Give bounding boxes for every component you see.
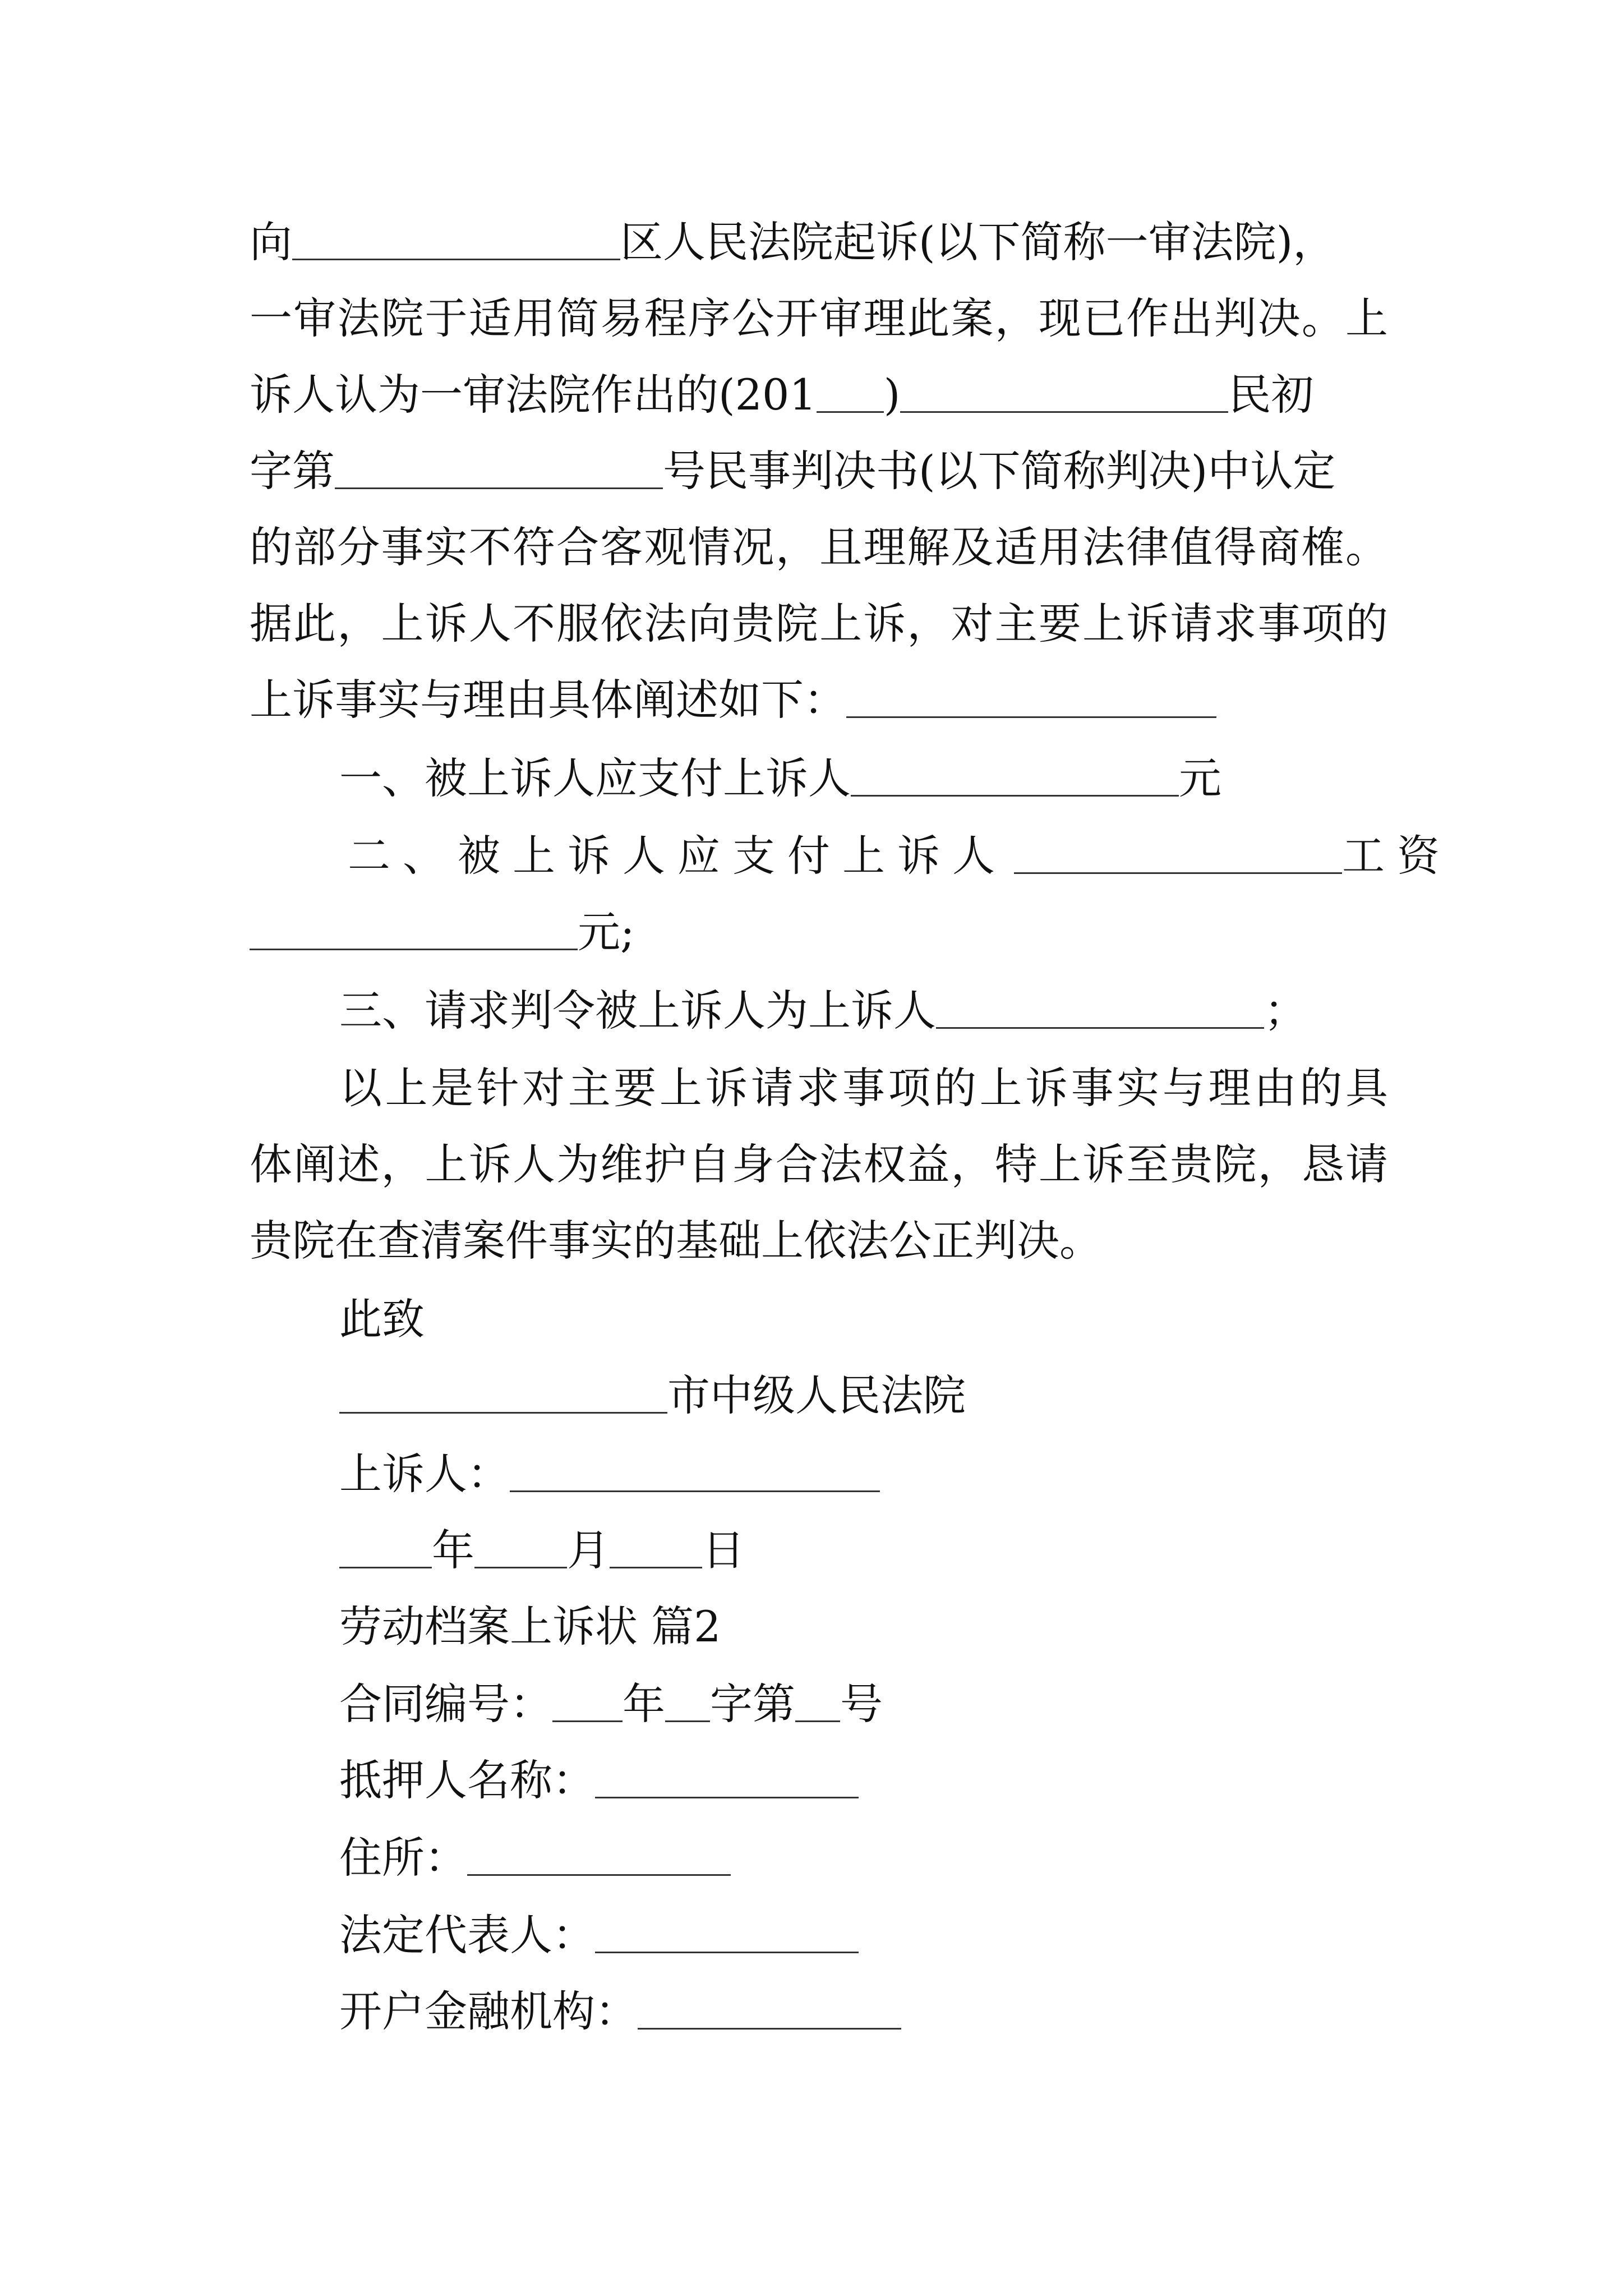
fill-blank[interactable] (1014, 836, 1342, 874)
appellant-signature (339, 1441, 1478, 1508)
text: 的部分事实不符合客观情况，且理解及适用法律值得商榷。 (250, 522, 1388, 572)
text: 字第 (250, 446, 335, 496)
salutation (339, 1286, 1478, 1353)
closing-line-3 (250, 1207, 1388, 1274)
mortgagor-name-line (339, 1747, 1478, 1814)
addressee-court (339, 1362, 1478, 1429)
fill-blank[interactable] (936, 991, 1264, 1029)
text: 上诉事实与理由具体阐述如下： (250, 675, 846, 725)
request-item-3 (339, 977, 1478, 1045)
fill-blank[interactable] (339, 1376, 667, 1414)
text: 向 (250, 217, 292, 267)
fill-blank[interactable] (665, 1685, 710, 1722)
text: 二、被上诉人应支付上诉人 (348, 831, 1007, 881)
paragraph-line-6 (250, 590, 1388, 657)
closing-line-2 (250, 1131, 1388, 1198)
text: 年 (432, 1525, 474, 1575)
text: 贵院在查清案件事实的基础上依法公正判决。 (250, 1216, 1102, 1266)
text: 年 (623, 1679, 665, 1729)
address-line (339, 1824, 1478, 1892)
fill-blank[interactable] (467, 1838, 731, 1876)
request-item-2-continued (250, 899, 1388, 966)
text: 一审法院于适用简易程序公开审理此案，现已作出判决。上 (250, 293, 1388, 343)
text: 三、请求判令被上诉人为上诉人 (339, 986, 936, 1036)
text: 字第 (710, 1679, 795, 1729)
text: ； (1264, 986, 1307, 1036)
request-item-1 (339, 745, 1478, 812)
fill-blank[interactable] (510, 1455, 880, 1492)
fill-blank[interactable] (638, 1992, 901, 2030)
fill-blank[interactable] (610, 1531, 702, 1568)
text: 元; (578, 907, 635, 957)
text: 以上是针对主要上诉请求事项的上诉事实与理由的具 (339, 1063, 1388, 1113)
fill-blank[interactable] (851, 759, 1179, 797)
text: 上诉人： (339, 1449, 510, 1499)
text: 区人民法院起诉(以下简称一审法院)， (620, 217, 1336, 267)
text: 据此，上诉人不服依法向贵院上诉，对主要上诉请求事项的 (250, 599, 1388, 648)
request-item-2 (348, 822, 1452, 890)
text: 元 (1179, 753, 1221, 803)
fill-blank[interactable] (900, 375, 1228, 413)
closing-line-1 (339, 1055, 1388, 1122)
fill-blank[interactable] (552, 1685, 623, 1722)
paragraph-line-2 (250, 285, 1388, 352)
text: 号民事判决书(以下简称判决)中认定 (663, 446, 1336, 496)
fill-blank[interactable] (846, 680, 1216, 718)
fill-blank[interactable] (817, 375, 884, 413)
paragraph-line-3 (250, 361, 1388, 429)
text: 劳动档案上诉状 篇2 (339, 1602, 721, 1651)
text: ) (883, 370, 901, 420)
fill-blank[interactable] (474, 1531, 567, 1568)
bank-line (339, 1978, 1478, 2045)
text: 月 (567, 1525, 610, 1575)
text: 诉人认为一审法院作出的(201 (250, 370, 817, 420)
paragraph-line-7 (250, 666, 1388, 734)
fill-blank[interactable] (250, 913, 578, 950)
fill-blank[interactable] (595, 1761, 859, 1798)
text: 开户金融机构： (339, 1986, 638, 2036)
text: 住所： (339, 1833, 467, 1883)
fill-blank[interactable] (595, 1916, 859, 1953)
paragraph-line-4 (250, 438, 1388, 505)
date-line (339, 1517, 1478, 1584)
fill-blank[interactable] (795, 1685, 840, 1722)
text: 合同编号： (339, 1679, 552, 1729)
fill-blank[interactable] (339, 1531, 432, 1568)
text: 号 (840, 1679, 883, 1729)
text: 市中级人民法院 (667, 1370, 966, 1420)
fill-blank[interactable] (292, 223, 620, 260)
text: 此致 (339, 1294, 425, 1344)
contract-number-line (339, 1671, 1478, 1738)
text: 民初 (1228, 370, 1314, 420)
text: 一、被上诉人应支付上诉人 (339, 753, 851, 803)
legal-representative-line (339, 1902, 1478, 1969)
text: 工资 (1342, 831, 1452, 881)
text: 法定代表人： (339, 1910, 595, 1960)
paragraph-line-5 (250, 514, 1388, 581)
text: 体阐述，上诉人为维护自身合法权益，特上诉至贵院，恳请 (250, 1139, 1388, 1189)
text: 抵押人名称： (339, 1755, 595, 1805)
section-title (339, 1593, 1478, 1660)
fill-blank[interactable] (335, 452, 663, 489)
paragraph-line-1 (250, 209, 1388, 276)
text: 日 (702, 1525, 745, 1575)
